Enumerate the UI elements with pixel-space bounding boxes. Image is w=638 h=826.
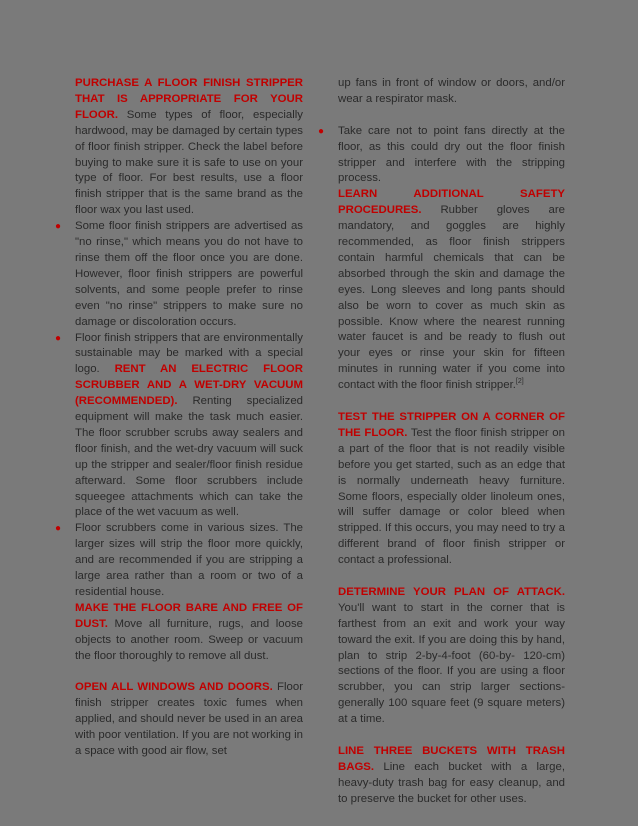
body-text: Some floor finish strippers are advertised as "no rinse," which means you do not have to rinse them off the floor once you are done. However, floor finish strippers are powerful solvents, and some people prefer to rinse even "no rinse" strippers to make sure no damage or discoloration occurs. — [75, 220, 303, 328]
body-text: Floor finish stripper creates toxic fumes when applied, and should never be used in an area with poor ventilation. If you are not working in a space with good air flow, set — [75, 681, 303, 758]
body-text: Floor finish strippers that are environmentally sustainable may be marked with a special logo. — [75, 331, 303, 376]
paragraph-fans-continued — [338, 76, 565, 108]
left-column — [55, 76, 303, 760]
paragraph-floor-bare — [75, 601, 303, 665]
heading-floor-bare: MAKE THE FLOOR BARE AND FREE OF DUST. — [75, 601, 303, 630]
paragraph-open-windows — [75, 680, 303, 760]
bullet-icon: ● — [55, 221, 62, 233]
body-text: You'll want to start in the corner that is farthest from an exit and work your way toward the exit. If you are doing this by hand, plan to strip 2-by-4-foot (60-by- 120-cm) sections of the floor. If you are using a floor scrubber, you can strip larger sections-generally 100 square feet (9 square meters) at a time. — [338, 601, 565, 726]
bullet-icon: ● — [318, 125, 325, 137]
bullet-item-eco-logo — [55, 331, 303, 522]
body-text: Test the floor finish stripper on a part of the floor that is not readily visible before you get started, such as an edge that is normally underneath heavy furniture. Some floors, especially older linoleum ones, will suffer damage or color bleed when stripped. If this occurs, you may need to try a different brand of floor finish stripper or contact a professional. — [338, 426, 565, 567]
body-text: Some types of floor, especially hardwood, may be damaged by certain types of floor finish stripper. Check the label before buying to make sure it is safe to use on your type of floor. For best results, use a floor finish stripper that is the same brand as the floor wax you last used. — [75, 108, 303, 217]
bullet-icon: ● — [55, 523, 62, 535]
body-text: Move all furniture, rugs, and loose objects to another room. Sweep or vacuum the floor thoroughly to remove all dust. — [75, 617, 303, 662]
paragraph-buckets — [338, 744, 565, 808]
paragraph-safety — [338, 187, 565, 394]
heading-open-windows: OPEN ALL WINDOWS AND DOORS. — [75, 681, 273, 694]
bullet-icon: ● — [55, 332, 62, 344]
citation-ref: [2] — [515, 378, 524, 386]
heading-safety: LEARN ADDITIONAL SAFETY PROCEDURES. — [338, 188, 565, 217]
body-text: Take care not to point fans directly at the floor, as this could dry out the floor finish stripper and interfere with the stripping process. — [338, 124, 565, 185]
heading-buckets: LINE THREE BUCKETS WITH TRASH BAGS. — [338, 745, 565, 773]
paragraph-purchase-stripper — [75, 76, 303, 219]
heading-rent-scrubber: RENT AN ELECTRIC FLOOR SCRUBBER AND A WET-DRY VACUUM (RECOMMENDED). — [75, 363, 303, 408]
body-text: Rubber gloves are mandatory, and goggles are highly recommended, as floor finish strippers contain harmful chemicals that can be absorbed through the skin and damage the eyes. Long sleeves and long pants should also be worn to cover as much skin as possible. Know where the nearest running water faucet is and be ready to flush out your eyes or rinse your skin for fifteen minutes in running water if you come into contact with the floor finish stripper. — [338, 204, 565, 392]
heading-test-stripper: TEST THE STRIPPER ON A CORNER OF THE FLOOR. — [338, 411, 565, 439]
paragraph-test-stripper — [338, 410, 565, 569]
heading-purchase-stripper: PURCHASE A FLOOR FINISH STRIPPER THAT IS APPROPRIATE FOR YOUR FLOOR. — [75, 77, 303, 121]
body-text: up fans in front of window or doors, and/or wear a respirator mask. — [338, 77, 565, 105]
bullet-item-no-rinse — [55, 219, 303, 330]
paragraph-plan-attack — [338, 585, 565, 728]
bullet-item-scrubber-sizes — [55, 521, 303, 601]
body-text: Line each bucket with a large, heavy-duty trash bag for easy cleanup, and to preserve the bucket for other uses. — [338, 760, 565, 805]
body-text: Floor scrubbers come in various sizes. The larger sizes will strip the floor more quickly, and are recommended if you are stripping a large area rather than a room or two of a residential house. — [75, 522, 303, 598]
right-column — [318, 76, 565, 808]
body-text: Renting specialized equipment will make the task much easier. The floor scrubber scrubs away sealers and floor finish, and the wet-dry vacuum will suck up the stripper and sealer/floor finish residue afterward. Some floor scrubbers include squeegee attachments which can take the place of the wet vacuum as well. — [75, 395, 303, 519]
bullet-item-fans — [318, 124, 565, 188]
heading-plan-attack: DETERMINE YOUR PLAN OF ATTACK. — [338, 585, 565, 598]
